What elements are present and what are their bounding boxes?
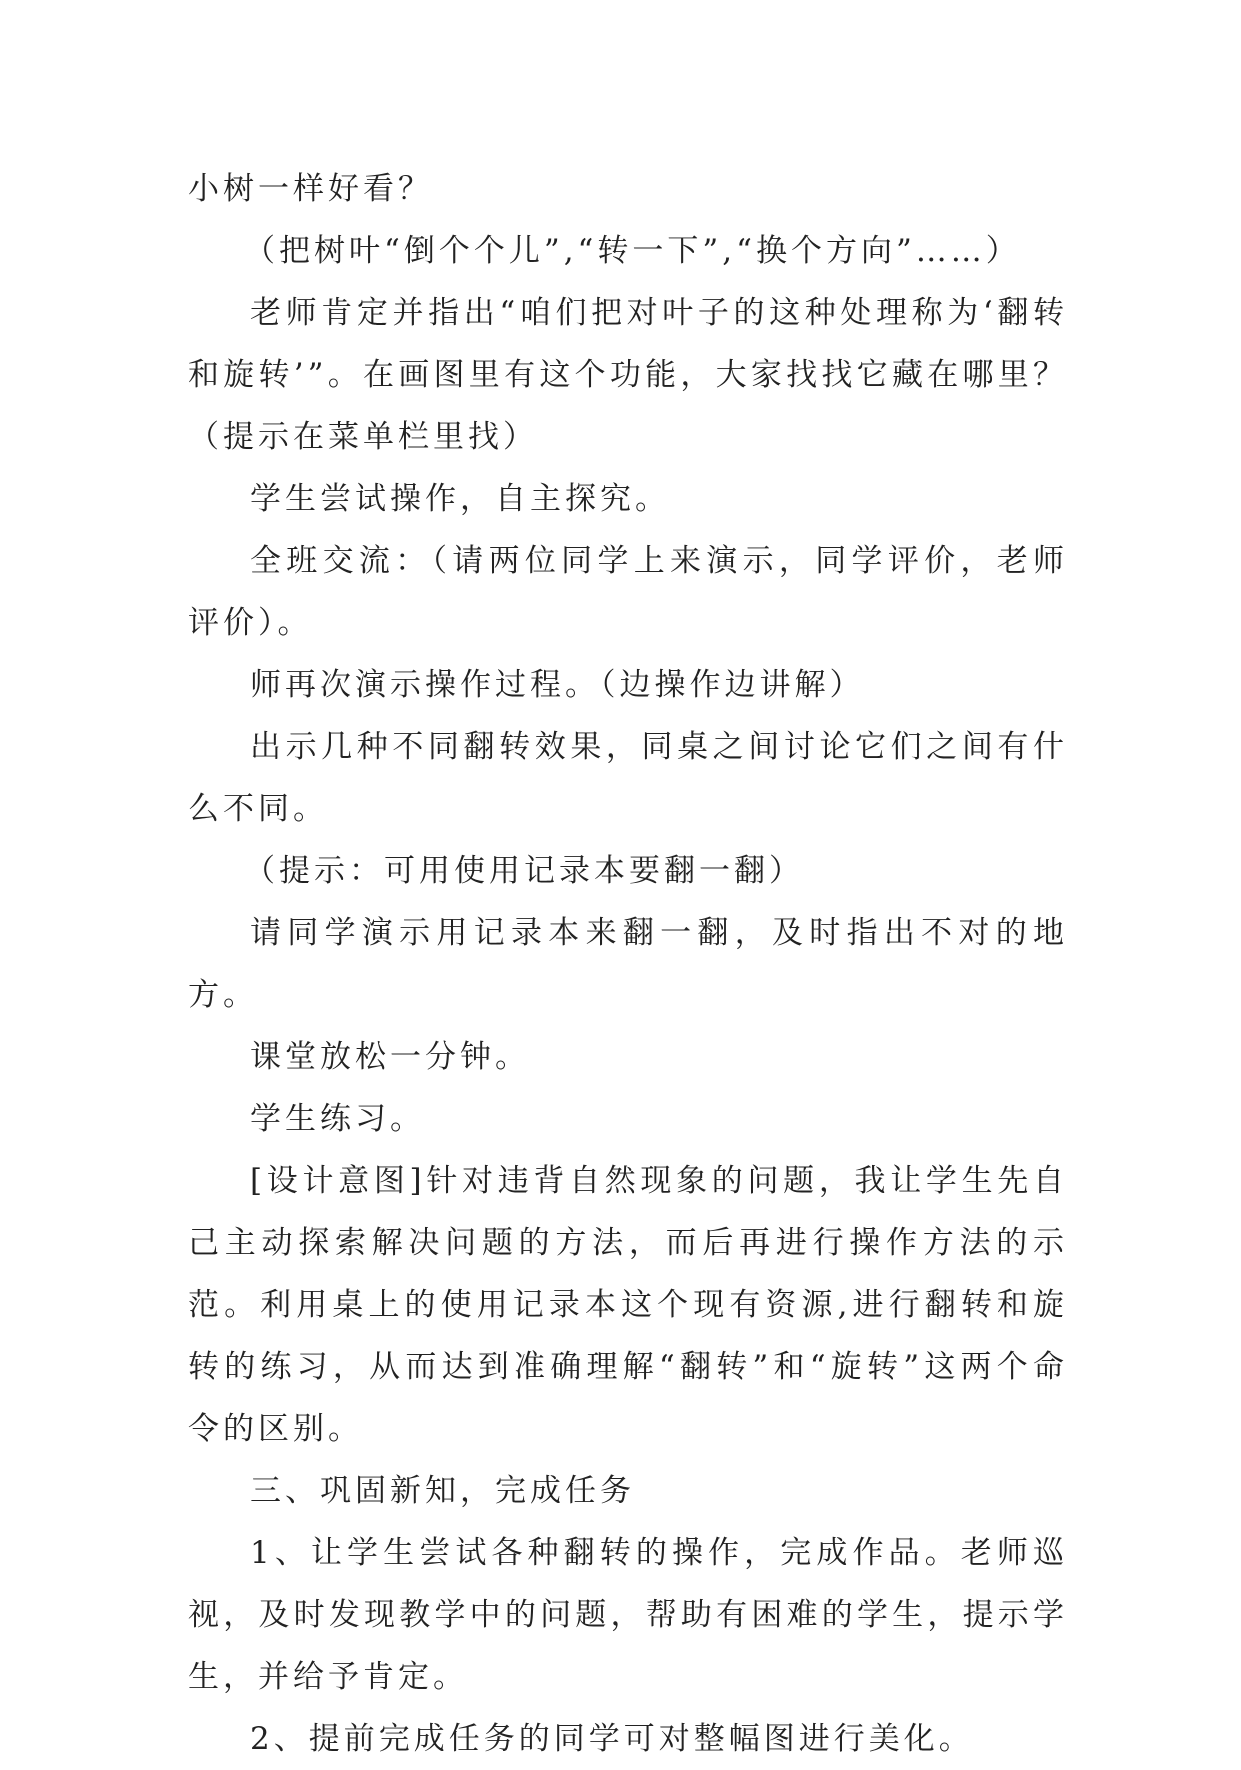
paragraph-design-intent: [设计意图]针对违背自然现象的问题，我让学生先自己主动探索解决问题的方法，而后再进行操作方法的示范。利用桌上的使用记录本这个现有资源,进行翻转和旋转的练习，从而达到准确理解“翻转”和“旋转”这两个命令的区别。 xyxy=(188,1163,1068,1447)
paragraph-class-exchange: 全班交流：（请两位同学上来演示，同学评价，老师评价）。 xyxy=(188,543,1068,641)
paragraph-teacher-demo: 师再次演示操作过程。（边操作边讲解） xyxy=(250,667,865,703)
section-heading: 三、巩固新知，完成任务 xyxy=(250,1473,635,1509)
paragraph-relax: 课堂放松一分钟。 xyxy=(250,1039,530,1075)
paragraph-student-demo: 请同学演示用记录本来翻一翻，及时指出不对的地方。 xyxy=(188,915,1068,1013)
paragraph-show-effects: 出示几种不同翻转效果，同桌之间讨论它们之间有什么不同。 xyxy=(188,729,1068,827)
paragraph-practice: 学生练习。 xyxy=(250,1101,425,1137)
paragraph-hint-notebook: （提示：可用使用记录本要翻一翻） xyxy=(244,853,804,889)
list-item-2: 2、提前完成任务的同学可对整幅图进行美化。 xyxy=(250,1721,974,1757)
paragraph-teacher-affirms: 老师肯定并指出“咱们把对叶子的这种处理称为‘翻转和旋转’”。在画图里有这个功能，大家找找它藏在哪里？（提示在菜单栏里找） xyxy=(188,295,1068,455)
document-body xyxy=(188,158,1068,1770)
paragraph-hint-leaves: （把树叶“倒个个儿”,“转一下”,“换个方向”……） xyxy=(244,233,1021,269)
list-item-1: 1、让学生尝试各种翻转的操作，完成作品。老师巡视，及时发现教学中的问题，帮助有困难的学生，提示学生，并给予肯定。 xyxy=(188,1535,1068,1695)
paragraph-student-explore: 学生尝试操作，自主探究。 xyxy=(250,481,670,517)
paragraph-continuation: 小树一样好看？ xyxy=(188,171,433,207)
